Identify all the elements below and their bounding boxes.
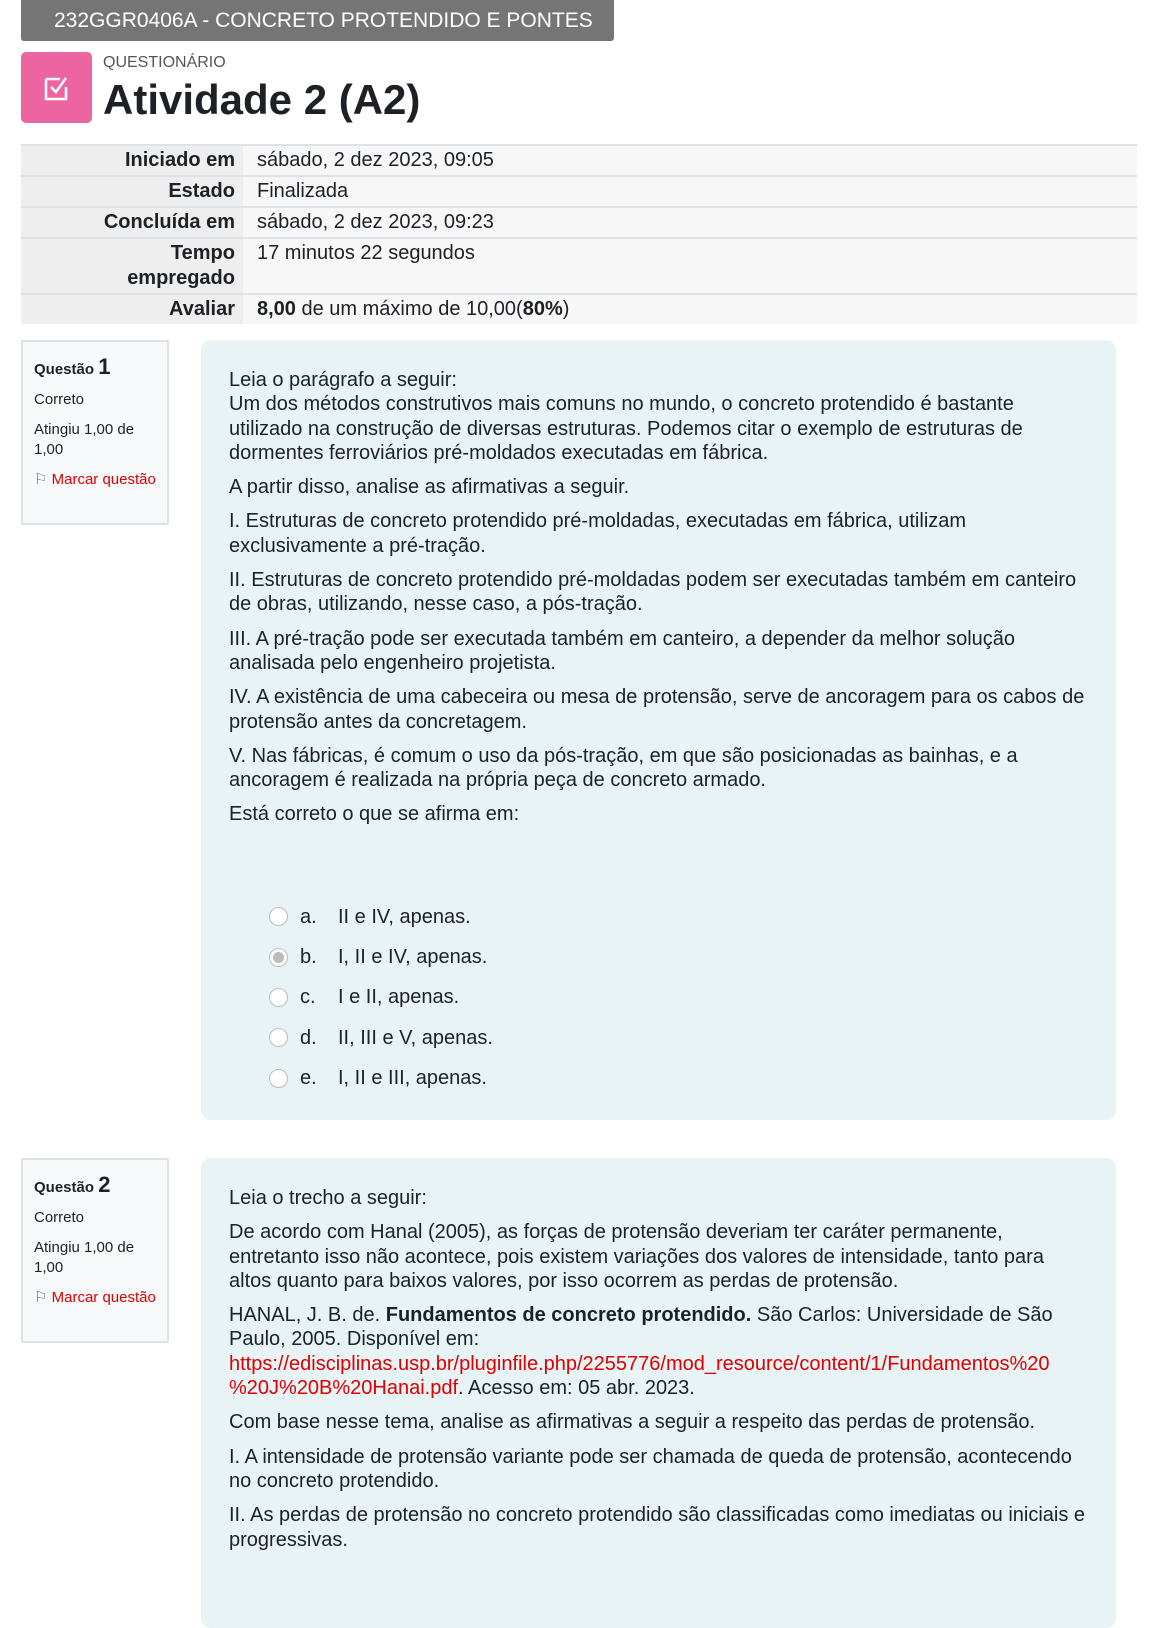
statement: I. Estruturas de concreto protendido pré-moldadas, executadas em fábrica, utilizam exclusivamente a pré-tração. xyxy=(229,510,967,557)
summary-label: Estado xyxy=(21,176,243,207)
flag-icon: ⚐ xyxy=(34,1289,48,1306)
summary-value: sábado, 2 dez 2023, 09:23 xyxy=(243,207,1137,238)
summary-value: sábado, 2 dez 2023, 09:05 xyxy=(243,145,1137,176)
activity-type: QUESTIONÁRIO xyxy=(103,54,226,71)
flag-question-link[interactable] xyxy=(34,1288,156,1308)
radio-button[interactable] xyxy=(269,907,288,926)
statement: II. As perdas de protensão no concreto protendido são classificadas como imediatas ou iniciais e progressivas. xyxy=(229,1504,1086,1551)
reference-link[interactable]: %20J%20B%20Hanai.pdf xyxy=(229,1377,459,1400)
radio-button[interactable] xyxy=(269,1028,288,1047)
ref-text: São Carlos: Universidade de São Paulo, 2005. Disponível em: xyxy=(229,1304,1053,1351)
grade: 8,00 xyxy=(257,298,296,320)
radio-button-selected[interactable] xyxy=(269,948,288,967)
summary-label: Iniciado em xyxy=(21,145,243,176)
question-num: 2 xyxy=(98,1172,111,1197)
question-number xyxy=(34,1172,156,1198)
quiz-check-icon xyxy=(21,52,92,123)
statement: V. Nas fábricas, é comum o uso da pós-tração, em que são posicionadas as bainhas, e a ancoragem é realizada na própria peça de concreto armado. xyxy=(229,744,1018,792)
flag-label: Marcar questão xyxy=(51,471,156,488)
summary-label: Concluída em xyxy=(21,207,243,238)
question-prompt: Está correto o que se afirma em: xyxy=(229,803,520,826)
summary-label: Tempo empregado xyxy=(21,238,243,294)
radio-button[interactable] xyxy=(269,988,288,1007)
question-text: Leia o trecho a seguir: xyxy=(229,1187,427,1209)
attempt-summary xyxy=(21,144,1137,324)
flag-label: Marcar questão xyxy=(51,1289,156,1306)
question-2-content xyxy=(201,1158,1116,1628)
question-mark: Atingiu 1,00 de 1,00 xyxy=(34,421,135,458)
option-letter: b. xyxy=(300,946,317,969)
answer-option[interactable] xyxy=(229,977,1088,1017)
question-label: Questão xyxy=(34,1179,95,1196)
statement: IV. A existência de uma cabeceira ou mesa de protensão, serve de ancoragem para os cabos de protensão antes da concretagem. xyxy=(229,686,1085,733)
summary-value xyxy=(243,294,1137,324)
flag-icon: ⚐ xyxy=(34,471,48,488)
ref-text: . Acesso em: 05 abr. 2023. xyxy=(458,1377,695,1400)
question-text: Leia o parágrafo a seguir: xyxy=(229,369,457,391)
option-letter: d. xyxy=(300,1026,317,1049)
statement: II. Estruturas de concreto protendido pré-moldadas podem ser executadas também em canteiro de obras, utilizando, nesse caso, a pós-tração. xyxy=(229,569,1077,616)
radio-button[interactable] xyxy=(269,1069,288,1088)
summary-row xyxy=(21,294,1137,324)
summary-row xyxy=(21,207,1137,238)
summary-value: Finalizada xyxy=(243,176,1137,207)
option-text: II, III e V, apenas. xyxy=(338,1026,493,1049)
option-letter: e. xyxy=(300,1066,317,1089)
answer-option[interactable] xyxy=(229,1058,1088,1098)
option-text: I e II, apenas. xyxy=(338,986,460,1009)
question-2-info xyxy=(21,1158,169,1343)
page-title: Atividade 2 (A2) xyxy=(103,76,421,123)
answer-option[interactable] xyxy=(229,897,1088,937)
question-state: Correto xyxy=(34,391,85,408)
statement: III. A pré-tração pode ser executada também em canteiro, a depender da melhor solução analisada pelo engenheiro projetista. xyxy=(229,627,1016,674)
question-num: 1 xyxy=(98,354,111,379)
question-label: Questão xyxy=(34,361,95,378)
answer-option[interactable] xyxy=(229,1018,1088,1058)
option-text: I, II e IV, apenas. xyxy=(338,946,488,969)
question-mark: Atingiu 1,00 de 1,00 xyxy=(34,1239,135,1276)
statement: I. A intensidade de protensão variante pode ser chamada de queda de protensão, acontecendo no concreto protendido. xyxy=(229,1445,1072,1492)
answer-option[interactable] xyxy=(229,937,1088,977)
question-1-content xyxy=(201,340,1116,1120)
option-letter: a. xyxy=(300,905,317,928)
question-text: A partir disso, analise as afirmativas a seguir. xyxy=(229,476,630,499)
summary-row xyxy=(21,176,1137,207)
option-text: I, II e III, apenas. xyxy=(338,1066,487,1089)
grade-percent: 80% xyxy=(522,298,563,320)
quote-text: De acordo com Hanal (2005), as forças de protensão deveriam ter caráter permanente, entretanto isso não acontece, pois existem variações dos valores de intensidade, tanto para altos quanto para baixos valores, por isso ocorrem as perdas de protensão. xyxy=(229,1221,1044,1292)
question-text: Com base nesse tema, analise as afirmativas a seguir a respeito das perdas de protensão. xyxy=(229,1411,1035,1434)
course-title-bar[interactable]: 232GGR0406A - CONCRETO PROTENDIDO E PONTES xyxy=(21,0,614,41)
grade-text-end: ) xyxy=(562,298,570,320)
ref-title: Fundamentos de concreto protendido. xyxy=(385,1304,752,1327)
question-state: Correto xyxy=(34,1209,85,1226)
summary-row xyxy=(21,238,1137,294)
question-number xyxy=(34,354,156,380)
option-letter: c. xyxy=(300,986,316,1009)
summary-label: Avaliar xyxy=(21,294,243,324)
flag-question-link[interactable] xyxy=(34,470,156,490)
reference xyxy=(229,1303,1088,1400)
question-text: Um dos métodos construtivos mais comuns no mundo, o concreto protendido é bastante utilizado na construção de diversas estruturas. Podemos citar o exemplo de estruturas de dormentes ferroviários pré-moldados executadas em fábrica. xyxy=(229,393,1023,464)
reference-link[interactable]: https://edisciplinas.usp.br/pluginfile.php/2255776/mod_resource/content/1/Fundamentos%20 xyxy=(229,1352,1050,1375)
summary-value: 17 minutos 22 segundos xyxy=(243,238,1137,294)
answer-options xyxy=(229,897,1088,1098)
question-1-info xyxy=(21,340,169,525)
grade-text: de um máximo de 10,00( xyxy=(295,298,523,320)
ref-text: HANAL, J. B. de. xyxy=(229,1304,386,1327)
summary-row xyxy=(21,145,1137,176)
option-text: II e IV, apenas. xyxy=(338,905,471,928)
